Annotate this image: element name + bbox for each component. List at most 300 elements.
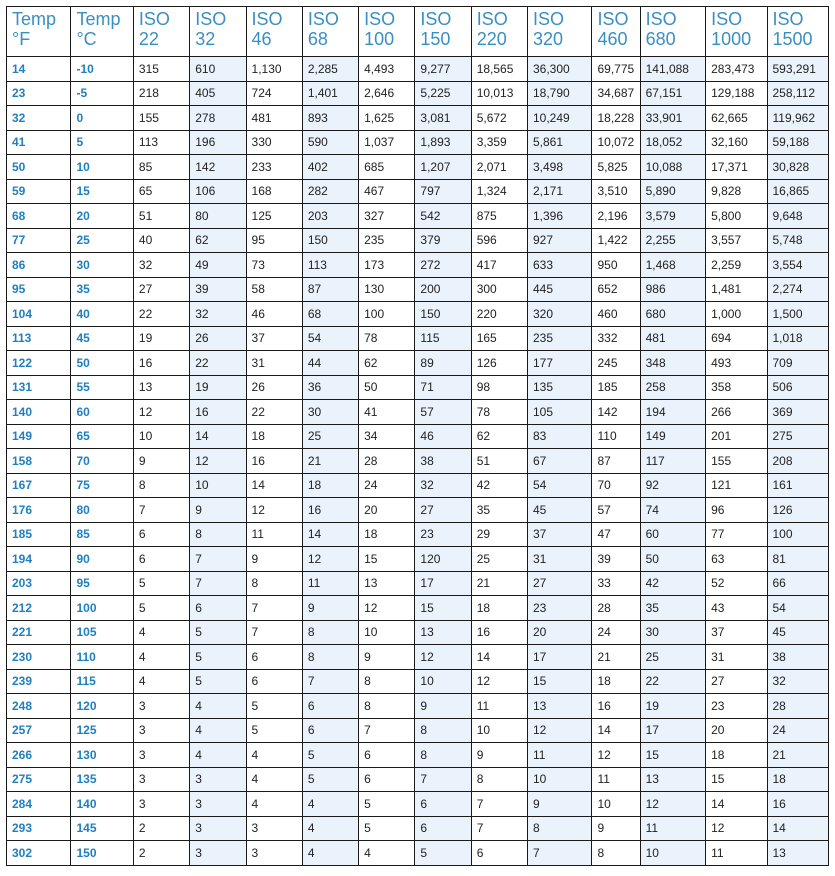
viscosity-cell: 23 — [528, 596, 592, 621]
viscosity-cell: 3,359 — [471, 130, 527, 155]
viscosity-cell: 20 — [528, 620, 592, 645]
viscosity-cell: 13 — [415, 620, 471, 645]
viscosity-cell: 62 — [190, 228, 246, 253]
viscosity-cell: 5 — [302, 743, 358, 768]
viscosity-cell: 194 — [640, 400, 706, 425]
viscosity-cell: 8 — [302, 645, 358, 670]
viscosity-cell: 18,790 — [528, 81, 592, 106]
header-line-1: ISO — [307, 9, 339, 29]
table-row — [7, 669, 829, 694]
viscosity-cell: 590 — [302, 130, 358, 155]
temp-c-cell: 80 — [71, 498, 133, 523]
table-row — [7, 792, 829, 817]
viscosity-cell: 4 — [302, 841, 358, 866]
viscosity-cell: 20 — [706, 718, 767, 743]
temp-f-cell: 50 — [7, 155, 71, 180]
viscosity-cell: 177 — [528, 351, 592, 376]
table-row — [7, 645, 829, 670]
viscosity-cell: 35 — [471, 498, 527, 523]
table-row — [7, 522, 829, 547]
temp-f-cell: 266 — [7, 743, 71, 768]
temp-c-cell: 5 — [71, 130, 133, 155]
viscosity-cell: 16 — [767, 792, 829, 817]
column-header-iso — [471, 7, 527, 57]
viscosity-cell: 1,422 — [592, 228, 640, 253]
viscosity-cell: 9 — [592, 816, 640, 841]
viscosity-cell: 7 — [471, 792, 527, 817]
viscosity-cell: 39 — [592, 547, 640, 572]
viscosity-cell: 45 — [528, 498, 592, 523]
table-row — [7, 694, 829, 719]
viscosity-cell: 13 — [133, 375, 189, 400]
viscosity-cell: 5 — [190, 620, 246, 645]
viscosity-cell: 185 — [592, 375, 640, 400]
viscosity-cell: 27 — [133, 277, 189, 302]
viscosity-cell: 685 — [359, 155, 415, 180]
temp-f-cell: 194 — [7, 547, 71, 572]
viscosity-cell: 37 — [528, 522, 592, 547]
viscosity-cell: 92 — [640, 473, 706, 498]
viscosity-cell: 460 — [592, 302, 640, 327]
viscosity-cell: 11 — [528, 743, 592, 768]
viscosity-cell: 986 — [640, 277, 706, 302]
temp-c-cell: 145 — [71, 816, 133, 841]
viscosity-cell: 54 — [302, 326, 358, 351]
viscosity-cell: 21 — [767, 743, 829, 768]
viscosity-cell: 125 — [246, 204, 302, 229]
viscosity-cell: 10,088 — [640, 155, 706, 180]
viscosity-cell: 14 — [592, 718, 640, 743]
header-line-1: ISO — [645, 9, 677, 29]
viscosity-cell: 34 — [359, 424, 415, 449]
table-row — [7, 57, 829, 82]
temp-f-cell: 158 — [7, 449, 71, 474]
viscosity-cell: 5 — [133, 571, 189, 596]
temp-c-cell: 85 — [71, 522, 133, 547]
table-row — [7, 302, 829, 327]
viscosity-cell: 5,672 — [471, 106, 527, 131]
viscosity-cell: 203 — [302, 204, 358, 229]
viscosity-cell: 54 — [528, 473, 592, 498]
viscosity-cell: 320 — [528, 302, 592, 327]
viscosity-cell: 332 — [592, 326, 640, 351]
viscosity-cell: 30 — [640, 620, 706, 645]
viscosity-cell: 11 — [246, 522, 302, 547]
viscosity-cell: 2,196 — [592, 204, 640, 229]
viscosity-cell: 8 — [471, 767, 527, 792]
temp-f-cell: 248 — [7, 694, 71, 719]
header-line-1: ISO — [533, 9, 565, 29]
temp-c-cell: 0 — [71, 106, 133, 131]
viscosity-cell: 7 — [133, 498, 189, 523]
viscosity-cell: 42 — [471, 473, 527, 498]
viscosity-cell: 81 — [767, 547, 829, 572]
temp-c-cell: 35 — [71, 277, 133, 302]
header-line-2: 1500 — [772, 29, 813, 49]
temp-f-cell: 230 — [7, 645, 71, 670]
temp-c-cell: 40 — [71, 302, 133, 327]
header-line-2: 1000 — [711, 29, 752, 49]
temp-f-cell: 239 — [7, 669, 71, 694]
viscosity-cell: 8 — [190, 522, 246, 547]
table-row — [7, 155, 829, 180]
viscosity-cell: 119,962 — [767, 106, 829, 131]
viscosity-cell: 121 — [706, 473, 767, 498]
viscosity-cell: 4 — [246, 767, 302, 792]
viscosity-cell: 5 — [133, 596, 189, 621]
viscosity-cell: 950 — [592, 253, 640, 278]
viscosity-cell: 3,554 — [767, 253, 829, 278]
temp-c-cell: 150 — [71, 841, 133, 866]
viscosity-cell: 4 — [190, 694, 246, 719]
table-row — [7, 228, 829, 253]
viscosity-cell: 6 — [133, 522, 189, 547]
temp-f-cell: 203 — [7, 571, 71, 596]
viscosity-cell: 149 — [640, 424, 706, 449]
viscosity-cell: 3,579 — [640, 204, 706, 229]
viscosity-cell: 258,112 — [767, 81, 829, 106]
viscosity-cell: 220 — [471, 302, 527, 327]
viscosity-cell: 5 — [190, 645, 246, 670]
viscosity-cell: 43 — [706, 596, 767, 621]
viscosity-cell: 73 — [246, 253, 302, 278]
temp-f-cell: 95 — [7, 277, 71, 302]
viscosity-cell: 481 — [640, 326, 706, 351]
temp-f-cell: 176 — [7, 498, 71, 523]
column-header-iso — [528, 7, 592, 57]
viscosity-cell: 87 — [592, 449, 640, 474]
viscosity-cell: 106 — [190, 179, 246, 204]
viscosity-cell: 150 — [302, 228, 358, 253]
viscosity-cell: 6 — [302, 694, 358, 719]
viscosity-cell: 445 — [528, 277, 592, 302]
viscosity-cell: 18 — [359, 522, 415, 547]
table-row — [7, 767, 829, 792]
temp-c-cell: -10 — [71, 57, 133, 82]
viscosity-cell: 4 — [359, 841, 415, 866]
table-row — [7, 571, 829, 596]
viscosity-cell: 5,890 — [640, 179, 706, 204]
viscosity-cell: 141,088 — [640, 57, 706, 82]
viscosity-cell: 593,291 — [767, 57, 829, 82]
viscosity-cell: 12 — [706, 816, 767, 841]
viscosity-cell: 9 — [359, 645, 415, 670]
temp-f-cell: 302 — [7, 841, 71, 866]
viscosity-cell: 100 — [767, 522, 829, 547]
viscosity-cell: 58 — [246, 277, 302, 302]
viscosity-cell: 3 — [190, 841, 246, 866]
viscosity-cell: 34,687 — [592, 81, 640, 106]
viscosity-cell: 28 — [767, 694, 829, 719]
temp-f-cell: 293 — [7, 816, 71, 841]
temp-f-cell: 275 — [7, 767, 71, 792]
viscosity-cell: 3,510 — [592, 179, 640, 204]
viscosity-cell: 23 — [415, 522, 471, 547]
table-row — [7, 130, 829, 155]
table-row — [7, 400, 829, 425]
viscosity-cell: 1,018 — [767, 326, 829, 351]
viscosity-cell: 4 — [190, 718, 246, 743]
viscosity-cell: 9,277 — [415, 57, 471, 82]
header-line-1: ISO — [420, 9, 452, 29]
viscosity-cell: 18 — [767, 767, 829, 792]
viscosity-cell: 24 — [359, 473, 415, 498]
viscosity-cell: 28 — [592, 596, 640, 621]
temp-f-cell: 284 — [7, 792, 71, 817]
viscosity-cell: 12 — [190, 449, 246, 474]
viscosity-cell: 10 — [471, 718, 527, 743]
viscosity-cell: 38 — [767, 645, 829, 670]
viscosity-cell: 7 — [246, 596, 302, 621]
viscosity-cell: 33,901 — [640, 106, 706, 131]
viscosity-cell: 20 — [359, 498, 415, 523]
viscosity-cell: 218 — [133, 81, 189, 106]
viscosity-cell: 83 — [528, 424, 592, 449]
viscosity-cell: 98 — [471, 375, 527, 400]
viscosity-cell: 14 — [302, 522, 358, 547]
viscosity-cell: 3 — [133, 694, 189, 719]
viscosity-cell: 39 — [190, 277, 246, 302]
viscosity-cell: 120 — [415, 547, 471, 572]
viscosity-cell: 15 — [415, 596, 471, 621]
viscosity-cell: 17,371 — [706, 155, 767, 180]
table-body — [7, 57, 829, 866]
viscosity-cell: 2 — [133, 841, 189, 866]
viscosity-cell: 8 — [415, 743, 471, 768]
viscosity-cell: 96 — [706, 498, 767, 523]
viscosity-cell: 173 — [359, 253, 415, 278]
viscosity-cell: 2,171 — [528, 179, 592, 204]
viscosity-cell: 21 — [302, 449, 358, 474]
viscosity-cell: 18 — [302, 473, 358, 498]
temp-f-cell: 41 — [7, 130, 71, 155]
viscosity-cell: 327 — [359, 204, 415, 229]
header-line-2: °C — [76, 29, 97, 49]
temp-c-cell: 135 — [71, 767, 133, 792]
viscosity-cell: 14 — [471, 645, 527, 670]
header-line-1: Temp — [76, 9, 121, 29]
viscosity-cell: 235 — [528, 326, 592, 351]
viscosity-cell: 13 — [767, 841, 829, 866]
temp-f-cell: 32 — [7, 106, 71, 131]
column-header-iso — [767, 7, 829, 57]
header-line-1: ISO — [195, 9, 227, 29]
viscosity-cell: 1,207 — [415, 155, 471, 180]
viscosity-cell: 31 — [528, 547, 592, 572]
viscosity-cell: 36,300 — [528, 57, 592, 82]
viscosity-cell: 196 — [190, 130, 246, 155]
viscosity-cell: 9 — [471, 743, 527, 768]
column-header-iso — [592, 7, 640, 57]
viscosity-cell: 10 — [190, 473, 246, 498]
viscosity-cell: 32 — [190, 302, 246, 327]
viscosity-cell: 74 — [640, 498, 706, 523]
viscosity-cell: 38 — [415, 449, 471, 474]
header-line-2: 46 — [251, 29, 272, 49]
viscosity-cell: 8 — [359, 694, 415, 719]
viscosity-cell: 6 — [359, 743, 415, 768]
viscosity-cell: 33 — [592, 571, 640, 596]
table-row — [7, 326, 829, 351]
temp-c-cell: 65 — [71, 424, 133, 449]
viscosity-cell: 506 — [767, 375, 829, 400]
viscosity-cell: 493 — [706, 351, 767, 376]
viscosity-cell: 1,625 — [359, 106, 415, 131]
table-row — [7, 841, 829, 866]
viscosity-cell: 417 — [471, 253, 527, 278]
header-line-1: ISO — [597, 9, 629, 29]
viscosity-cell: 67 — [528, 449, 592, 474]
viscosity-cell: 3 — [246, 816, 302, 841]
viscosity-cell: 32 — [415, 473, 471, 498]
viscosity-cell: 18 — [706, 743, 767, 768]
viscosity-cell: 69,775 — [592, 57, 640, 82]
viscosity-cell: 51 — [471, 449, 527, 474]
viscosity-cell: 4 — [302, 816, 358, 841]
viscosity-cell: 1,401 — [302, 81, 358, 106]
viscosity-cell: 8 — [246, 571, 302, 596]
viscosity-cell: 25 — [302, 424, 358, 449]
viscosity-cell: 200 — [415, 277, 471, 302]
viscosity-cell: 87 — [302, 277, 358, 302]
viscosity-cell: 62 — [359, 351, 415, 376]
temp-c-cell: 20 — [71, 204, 133, 229]
viscosity-cell: 52 — [706, 571, 767, 596]
temp-c-cell: 45 — [71, 326, 133, 351]
viscosity-cell: 11 — [302, 571, 358, 596]
table-row — [7, 816, 829, 841]
viscosity-cell: 13 — [528, 694, 592, 719]
viscosity-cell: 66 — [767, 571, 829, 596]
temp-c-cell: 60 — [71, 400, 133, 425]
viscosity-cell: 32,160 — [706, 130, 767, 155]
table-row — [7, 473, 829, 498]
viscosity-cell: 724 — [246, 81, 302, 106]
viscosity-cell: 18,052 — [640, 130, 706, 155]
viscosity-cell: 6 — [133, 547, 189, 572]
viscosity-cell: 6 — [471, 841, 527, 866]
temp-c-cell: 55 — [71, 375, 133, 400]
viscosity-cell: 32 — [767, 669, 829, 694]
viscosity-cell: 117 — [640, 449, 706, 474]
viscosity-cell: 18,228 — [592, 106, 640, 131]
viscosity-cell: 27 — [415, 498, 471, 523]
viscosity-cell: 2 — [133, 816, 189, 841]
viscosity-cell: 10,013 — [471, 81, 527, 106]
viscosity-cell: 5,748 — [767, 228, 829, 253]
viscosity-cell: 22 — [190, 351, 246, 376]
viscosity-cell: 60 — [640, 522, 706, 547]
viscosity-cell: 272 — [415, 253, 471, 278]
viscosity-cell: 155 — [706, 449, 767, 474]
viscosity-cell: 596 — [471, 228, 527, 253]
viscosity-cell: 3 — [133, 718, 189, 743]
viscosity-cell: 3 — [133, 743, 189, 768]
viscosity-cell: 13 — [359, 571, 415, 596]
viscosity-cell: 57 — [592, 498, 640, 523]
viscosity-cell: 3 — [190, 792, 246, 817]
viscosity-cell: 13 — [640, 767, 706, 792]
viscosity-cell: 19 — [640, 694, 706, 719]
viscosity-cell: 4 — [133, 645, 189, 670]
viscosity-cell: 3,498 — [528, 155, 592, 180]
viscosity-temperature-table — [6, 6, 829, 866]
viscosity-cell: 135 — [528, 375, 592, 400]
viscosity-cell: 126 — [767, 498, 829, 523]
header-line-1: ISO — [476, 9, 508, 29]
column-header-temp — [7, 7, 71, 57]
viscosity-cell: 29 — [471, 522, 527, 547]
viscosity-cell: 161 — [767, 473, 829, 498]
viscosity-cell: 50 — [359, 375, 415, 400]
temp-c-cell: 70 — [71, 449, 133, 474]
viscosity-cell: 10 — [415, 669, 471, 694]
viscosity-cell: 17 — [640, 718, 706, 743]
viscosity-cell: 25 — [471, 547, 527, 572]
viscosity-cell: 12 — [133, 400, 189, 425]
viscosity-cell: 30 — [302, 400, 358, 425]
viscosity-cell: 26 — [246, 375, 302, 400]
header-line-2: 220 — [476, 29, 507, 49]
viscosity-cell: 5,800 — [706, 204, 767, 229]
viscosity-cell: 18,565 — [471, 57, 527, 82]
viscosity-cell: 1,037 — [359, 130, 415, 155]
viscosity-cell: 7 — [190, 547, 246, 572]
viscosity-cell: 405 — [190, 81, 246, 106]
table-row — [7, 81, 829, 106]
header-line-1: ISO — [138, 9, 170, 29]
viscosity-cell: 37 — [246, 326, 302, 351]
viscosity-cell: 7 — [359, 718, 415, 743]
viscosity-cell: 22 — [133, 302, 189, 327]
viscosity-cell: 23 — [706, 694, 767, 719]
column-header-iso — [190, 7, 246, 57]
header-line-2: °F — [12, 29, 31, 49]
temp-c-cell: 140 — [71, 792, 133, 817]
viscosity-cell: 46 — [415, 424, 471, 449]
viscosity-cell: 9 — [415, 694, 471, 719]
table-row — [7, 498, 829, 523]
viscosity-cell: 4 — [133, 669, 189, 694]
viscosity-cell: 16,865 — [767, 179, 829, 204]
viscosity-cell: 9 — [133, 449, 189, 474]
table-row — [7, 351, 829, 376]
viscosity-cell: 2,071 — [471, 155, 527, 180]
viscosity-cell: 3,081 — [415, 106, 471, 131]
viscosity-cell: 49 — [190, 253, 246, 278]
temp-f-cell: 185 — [7, 522, 71, 547]
viscosity-cell: 467 — [359, 179, 415, 204]
table-row — [7, 179, 829, 204]
header-line-1: ISO — [251, 9, 283, 29]
viscosity-cell: 275 — [767, 424, 829, 449]
viscosity-cell: 77 — [706, 522, 767, 547]
temp-f-cell: 221 — [7, 620, 71, 645]
header-line-1: ISO — [711, 9, 743, 29]
viscosity-cell: 16 — [302, 498, 358, 523]
temp-f-cell: 68 — [7, 204, 71, 229]
column-header-iso — [302, 7, 358, 57]
viscosity-cell: 22 — [640, 669, 706, 694]
column-header-iso — [359, 7, 415, 57]
table-row — [7, 253, 829, 278]
temp-c-cell: 90 — [71, 547, 133, 572]
viscosity-cell: 14 — [190, 424, 246, 449]
viscosity-cell: 12 — [528, 718, 592, 743]
viscosity-cell: 17 — [528, 645, 592, 670]
viscosity-cell: 9 — [190, 498, 246, 523]
viscosity-cell: 610 — [190, 57, 246, 82]
